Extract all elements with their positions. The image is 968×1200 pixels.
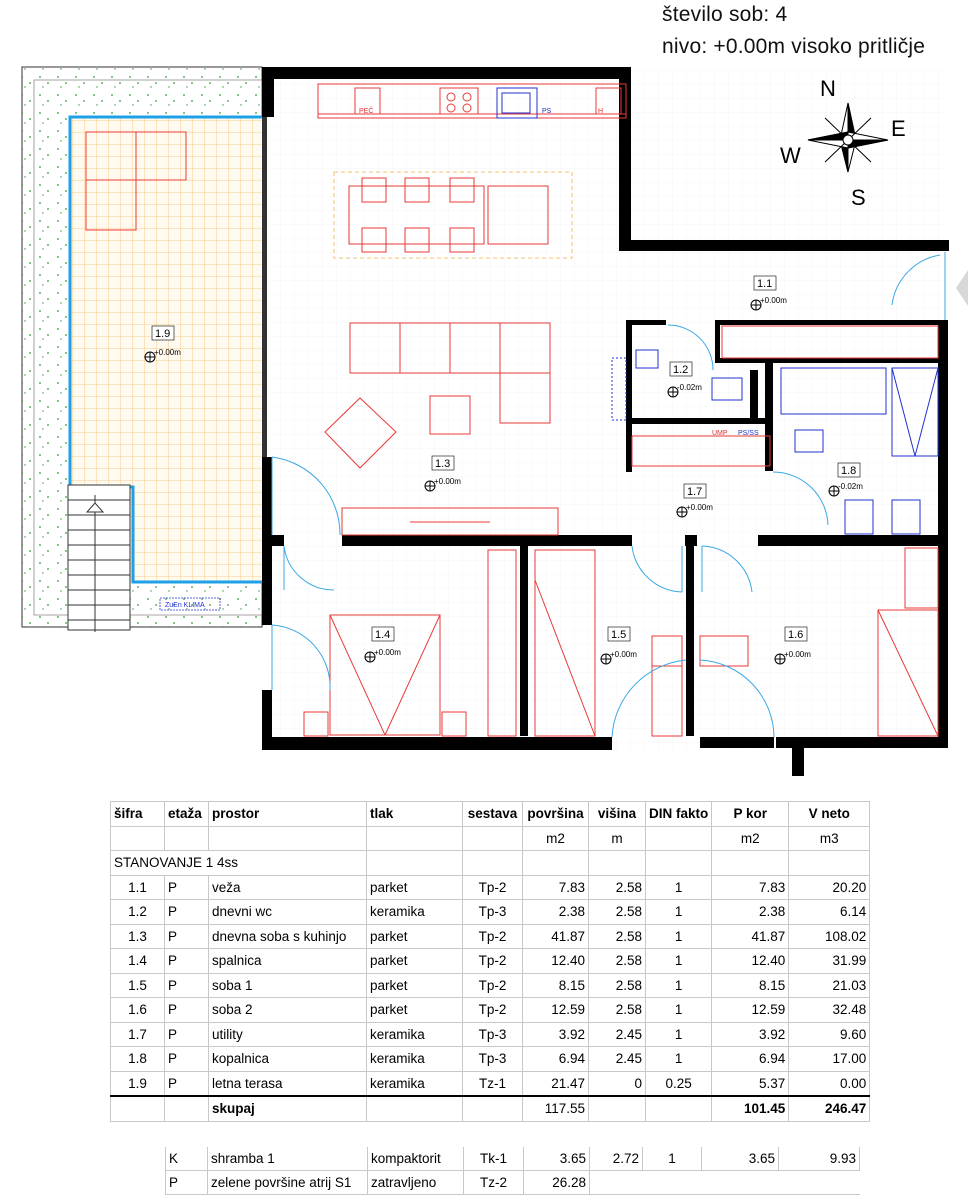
table-row bbox=[111, 924, 870, 949]
cell-prostor: soba 1 bbox=[209, 973, 367, 998]
cell-etaza: P bbox=[165, 1022, 209, 1047]
unit-povrsina: m2 bbox=[523, 826, 589, 851]
svg-text:1.1: 1.1 bbox=[757, 278, 773, 290]
cell-prostor: veža bbox=[209, 875, 367, 900]
cell-prostor: letna terasa bbox=[209, 1071, 367, 1096]
cell-tlak: parket bbox=[367, 875, 463, 900]
cell-p-kor: 12.40 bbox=[712, 949, 789, 974]
header-sestava: sestava bbox=[463, 802, 523, 827]
cell-sestava: Tk-1 bbox=[464, 1147, 524, 1171]
cell-tlak: keramika bbox=[367, 1047, 463, 1072]
cell-visina: 2.58 bbox=[589, 924, 646, 949]
cell-sestava: Tp-2 bbox=[463, 973, 523, 998]
cell-etaza: P bbox=[166, 1171, 208, 1195]
total-label: skupaj bbox=[209, 1096, 367, 1121]
cell-p-kor: 3.65 bbox=[702, 1147, 779, 1171]
table-units-row bbox=[111, 826, 870, 851]
cell-povrsina: 3.92 bbox=[523, 1022, 589, 1047]
cell-povrsina: 3.65 bbox=[524, 1147, 590, 1171]
cell-v-neto: 17.00 bbox=[789, 1047, 870, 1072]
cell-visina bbox=[590, 1171, 643, 1195]
cell-sestava: Tp-3 bbox=[463, 1022, 523, 1047]
header-tlak: tlak bbox=[367, 802, 463, 827]
cell-prostor: zelene površine atrij S1 bbox=[208, 1171, 368, 1195]
extra-table-row bbox=[166, 1171, 860, 1195]
cell-sifra: 1.2 bbox=[111, 900, 165, 925]
cell-sifra: 1.1 bbox=[111, 875, 165, 900]
cell-din-faktor bbox=[643, 1171, 702, 1195]
klima-label: ZuEn KLIMA bbox=[165, 602, 205, 609]
cell-sestava: Tz-2 bbox=[464, 1171, 524, 1195]
compass-s: S bbox=[851, 185, 866, 210]
table-row bbox=[111, 1071, 870, 1096]
cell-sestava: Tp-2 bbox=[463, 875, 523, 900]
table-row bbox=[111, 1047, 870, 1072]
svg-text:1.8: 1.8 bbox=[841, 465, 857, 477]
cell-etaza: P bbox=[165, 875, 209, 900]
total-povrsina: 117.55 bbox=[523, 1096, 589, 1121]
cell-visina: 2.58 bbox=[589, 973, 646, 998]
cell-din-faktor: 1 bbox=[646, 973, 712, 998]
table-row bbox=[111, 973, 870, 998]
svg-text:+0.00m: +0.00m bbox=[784, 650, 811, 659]
unit-visina: m bbox=[589, 826, 646, 851]
h-label: H bbox=[598, 108, 604, 115]
svg-text:1.6: 1.6 bbox=[788, 629, 804, 641]
cell-v-neto: 9.60 bbox=[789, 1022, 870, 1047]
cell-din-faktor: 1 bbox=[646, 1047, 712, 1072]
cell-din-faktor: 1 bbox=[646, 998, 712, 1023]
cell-visina: 2.58 bbox=[589, 875, 646, 900]
cell-tlak: kompaktorit bbox=[368, 1147, 464, 1171]
cell-povrsina: 2.38 bbox=[523, 900, 589, 925]
cell-tlak: keramika bbox=[367, 900, 463, 925]
cell-v-neto: 0.00 bbox=[789, 1071, 870, 1096]
svg-text:+0.00m: +0.00m bbox=[154, 348, 181, 357]
cell-din-faktor: 1 bbox=[646, 949, 712, 974]
total-v-neto: 246.47 bbox=[789, 1096, 870, 1121]
cell-p-kor: 7.83 bbox=[712, 875, 789, 900]
svg-text:+0.00m: +0.00m bbox=[374, 648, 401, 657]
cell-tlak: parket bbox=[367, 924, 463, 949]
level-text: nivo: +0.00m visoko pritličje bbox=[662, 35, 926, 58]
cell-v-neto bbox=[779, 1171, 860, 1195]
header-visina: višina bbox=[589, 802, 646, 827]
svg-text:1.5: 1.5 bbox=[611, 629, 627, 641]
compass-w: W bbox=[780, 143, 801, 168]
cell-p-kor: 12.59 bbox=[712, 998, 789, 1023]
cell-tlak: keramika bbox=[367, 1022, 463, 1047]
cell-v-neto: 21.03 bbox=[789, 973, 870, 998]
total-p-kor: 101.45 bbox=[712, 1096, 789, 1121]
table-row bbox=[111, 949, 870, 974]
cell-visina: 2.45 bbox=[589, 1047, 646, 1072]
table-row bbox=[111, 998, 870, 1023]
room-area-table bbox=[110, 801, 870, 1122]
header-povrsina: površina bbox=[523, 802, 589, 827]
svg-text:-0.02m: -0.02m bbox=[677, 383, 702, 392]
cell-sifra: 1.5 bbox=[111, 973, 165, 998]
cell-prostor: soba 2 bbox=[209, 998, 367, 1023]
table-row bbox=[111, 900, 870, 925]
extra-table-row bbox=[166, 1147, 860, 1171]
compass-n: N bbox=[820, 76, 836, 101]
cell-etaza: P bbox=[165, 1071, 209, 1096]
cell-povrsina: 41.87 bbox=[523, 924, 589, 949]
svg-text:+0.00m: +0.00m bbox=[434, 477, 461, 486]
table-header-row bbox=[111, 802, 870, 827]
cell-etaza: P bbox=[165, 1047, 209, 1072]
cell-tlak: parket bbox=[367, 949, 463, 974]
group-title: STANOVANJE 1 4ss bbox=[111, 851, 367, 876]
cell-etaza: P bbox=[165, 998, 209, 1023]
cell-povrsina: 12.59 bbox=[523, 998, 589, 1023]
cell-sestava: Tp-2 bbox=[463, 924, 523, 949]
header-sifra: šifra bbox=[111, 802, 165, 827]
cell-visina: 2.58 bbox=[589, 949, 646, 974]
cell-visina: 2.45 bbox=[589, 1022, 646, 1047]
header-din-faktor: DIN fakto bbox=[646, 802, 712, 827]
ps-ss-label: PS/SS bbox=[738, 430, 759, 437]
cell-din-faktor: 1 bbox=[643, 1147, 702, 1171]
svg-text:1.9: 1.9 bbox=[155, 328, 171, 340]
stove-label: PEČ bbox=[359, 108, 374, 115]
svg-text:+0.00m: +0.00m bbox=[760, 296, 787, 305]
cell-p-kor bbox=[702, 1171, 779, 1195]
cell-povrsina: 8.15 bbox=[523, 973, 589, 998]
svg-text:1.2: 1.2 bbox=[673, 364, 689, 376]
side-scroll-tab[interactable] bbox=[956, 270, 968, 306]
table-total-row bbox=[111, 1096, 870, 1121]
cell-sifra: 1.9 bbox=[111, 1071, 165, 1096]
cell-tlak: zatravljeno bbox=[368, 1171, 464, 1195]
cell-v-neto: 20.20 bbox=[789, 875, 870, 900]
rooms-count-text: število sob: 4 bbox=[662, 3, 788, 26]
cell-etaza: P bbox=[165, 949, 209, 974]
cell-etaza: P bbox=[165, 900, 209, 925]
unit-p-kor: m2 bbox=[712, 826, 789, 851]
cell-p-kor: 6.94 bbox=[712, 1047, 789, 1072]
cell-v-neto: 31.99 bbox=[789, 949, 870, 974]
cell-sifra: 1.6 bbox=[111, 998, 165, 1023]
cell-etaza: P bbox=[165, 924, 209, 949]
cell-visina: 2.58 bbox=[589, 900, 646, 925]
cell-p-kor: 8.15 bbox=[712, 973, 789, 998]
cell-sifra: 1.8 bbox=[111, 1047, 165, 1072]
cell-etaza: P bbox=[165, 973, 209, 998]
cell-din-faktor: 0.25 bbox=[646, 1071, 712, 1096]
cell-visina: 2.58 bbox=[589, 998, 646, 1023]
cell-din-faktor: 1 bbox=[646, 1022, 712, 1047]
cell-visina: 0 bbox=[589, 1071, 646, 1096]
cell-povrsina: 12.40 bbox=[523, 949, 589, 974]
cell-din-faktor: 1 bbox=[646, 924, 712, 949]
cell-prostor: dnevna soba s kuhinjo bbox=[209, 924, 367, 949]
cell-povrsina: 6.94 bbox=[523, 1047, 589, 1072]
cell-sifra: 1.7 bbox=[111, 1022, 165, 1047]
svg-text:1.3: 1.3 bbox=[435, 458, 451, 470]
table-row bbox=[111, 1022, 870, 1047]
compass-e: E bbox=[891, 116, 906, 141]
cell-p-kor: 5.37 bbox=[712, 1071, 789, 1096]
table-row bbox=[111, 875, 870, 900]
header-v-neto: V neto bbox=[789, 802, 870, 827]
header-prostor: prostor bbox=[209, 802, 367, 827]
cell-sestava: Tp-3 bbox=[463, 1047, 523, 1072]
cell-sestava: Tp-2 bbox=[463, 998, 523, 1023]
cell-povrsina: 21.47 bbox=[523, 1071, 589, 1096]
ps-label: PS bbox=[542, 108, 552, 115]
header-etaza: etaža bbox=[165, 802, 209, 827]
cell-p-kor: 41.87 bbox=[712, 924, 789, 949]
ump-label: UMP bbox=[712, 430, 728, 437]
cell-prostor: dnevni wc bbox=[209, 900, 367, 925]
cell-p-kor: 3.92 bbox=[712, 1022, 789, 1047]
cell-v-neto: 6.14 bbox=[789, 900, 870, 925]
svg-text:1.7: 1.7 bbox=[687, 486, 703, 498]
cell-sestava: Tp-3 bbox=[463, 900, 523, 925]
header-p-kor: P kor bbox=[712, 802, 789, 827]
cell-v-neto: 108.02 bbox=[789, 924, 870, 949]
cell-tlak: keramika bbox=[367, 1071, 463, 1096]
table-group-row bbox=[111, 851, 870, 876]
cell-sestava: Tz-1 bbox=[463, 1071, 523, 1096]
cell-sestava: Tp-2 bbox=[463, 949, 523, 974]
svg-text:1.4: 1.4 bbox=[375, 629, 391, 641]
svg-text:+0.00m: +0.00m bbox=[610, 650, 637, 659]
svg-text:+0.00m: +0.00m bbox=[686, 503, 713, 512]
cell-povrsina: 26.28 bbox=[524, 1171, 590, 1195]
cell-din-faktor: 1 bbox=[646, 900, 712, 925]
cell-prostor: utility bbox=[209, 1022, 367, 1047]
stairs bbox=[68, 485, 130, 632]
cell-prostor: kopalnica bbox=[209, 1047, 367, 1072]
additional-areas-table bbox=[165, 1147, 860, 1195]
cell-sifra: 1.3 bbox=[111, 924, 165, 949]
cell-p-kor: 2.38 bbox=[712, 900, 789, 925]
cell-v-neto: 32.48 bbox=[789, 998, 870, 1023]
cell-sifra: 1.4 bbox=[111, 949, 165, 974]
svg-text:-0.02m: -0.02m bbox=[838, 482, 863, 491]
cell-prostor: shramba 1 bbox=[208, 1147, 368, 1171]
unit-v-neto: m3 bbox=[789, 826, 870, 851]
cell-visina: 2.72 bbox=[590, 1147, 643, 1171]
cell-prostor: spalnica bbox=[209, 949, 367, 974]
cell-povrsina: 7.83 bbox=[523, 875, 589, 900]
cell-v-neto: 9.93 bbox=[779, 1147, 860, 1171]
cell-etaza: K bbox=[166, 1147, 208, 1171]
cell-tlak: parket bbox=[367, 973, 463, 998]
cell-tlak: parket bbox=[367, 998, 463, 1023]
cell-din-faktor: 1 bbox=[646, 875, 712, 900]
